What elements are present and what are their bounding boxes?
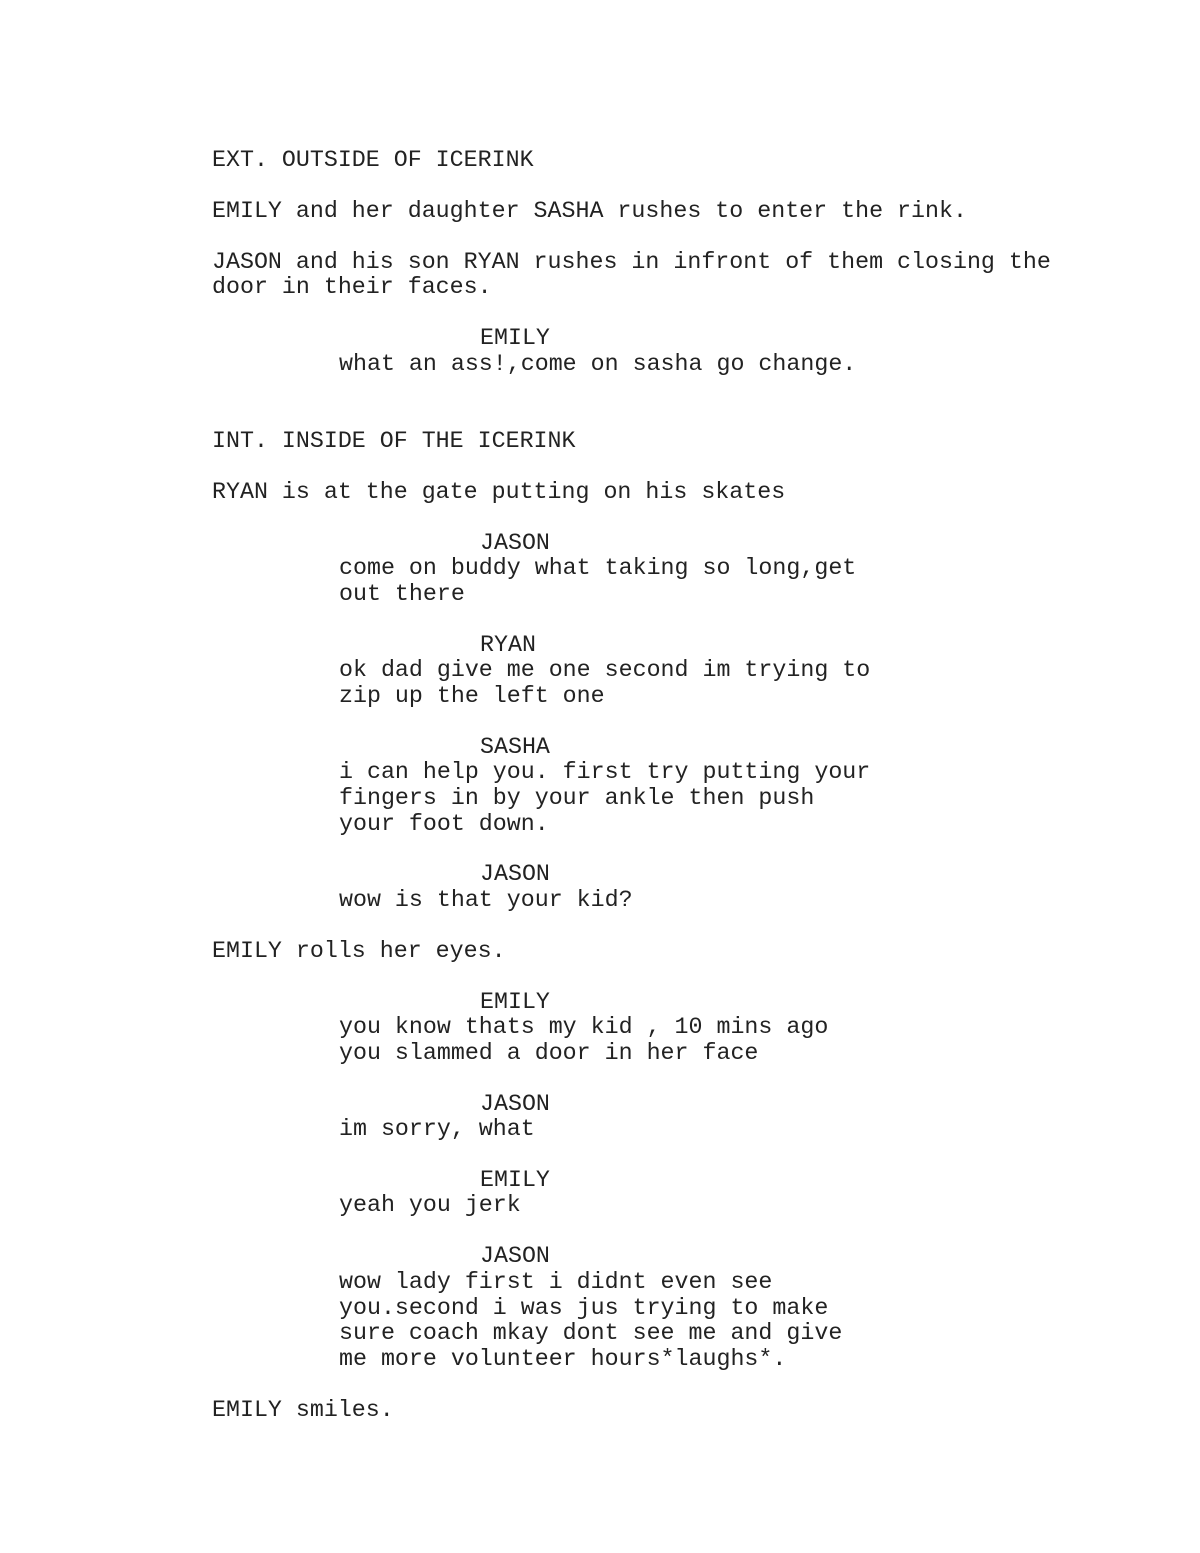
action-line: JASON and his son RYAN rushes in infront of them closing the	[212, 249, 1051, 275]
action-line: EMILY rolls her eyes.	[212, 938, 506, 964]
dialogue-line: yeah you jerk	[339, 1192, 521, 1218]
action-line: RYAN is at the gate putting on his skates	[212, 479, 786, 505]
action-line: door in their faces.	[212, 274, 492, 300]
dialogue-line: fingers in by your ankle then push	[339, 785, 815, 811]
character-name: JASON	[480, 1243, 550, 1269]
dialogue-line: wow is that your kid?	[339, 887, 633, 913]
character-name: JASON	[480, 530, 550, 556]
dialogue-line: you slammed a door in her face	[339, 1040, 759, 1066]
dialogue-line: your foot down.	[339, 811, 549, 837]
dialogue-line: sure coach mkay dont see me and give	[339, 1320, 843, 1346]
action-line: EMILY and her daughter SASHA rushes to enter the rink.	[212, 198, 967, 224]
character-name: SASHA	[480, 734, 550, 760]
dialogue-line: zip up the left one	[339, 683, 605, 709]
character-name: EMILY	[480, 989, 550, 1015]
dialogue-line: what an ass!,come on sasha go change.	[339, 351, 857, 377]
scene-heading: INT. INSIDE OF THE ICERINK	[212, 428, 576, 454]
dialogue-line: wow lady first i didnt even see	[339, 1269, 773, 1295]
scene-heading: EXT. OUTSIDE OF ICERINK	[212, 147, 534, 173]
dialogue-line: come on buddy what taking so long,get	[339, 555, 857, 581]
character-name: EMILY	[480, 325, 550, 351]
character-name: EMILY	[480, 1167, 550, 1193]
dialogue-line: out there	[339, 581, 465, 607]
character-name: JASON	[480, 861, 550, 887]
dialogue-line: i can help you. first try putting your	[339, 759, 871, 785]
action-line: EMILY smiles.	[212, 1397, 394, 1423]
dialogue-line: im sorry, what	[339, 1116, 535, 1142]
dialogue-line: you know thats my kid , 10 mins ago	[339, 1014, 829, 1040]
character-name: RYAN	[480, 632, 536, 658]
dialogue-line: ok dad give me one second im trying to	[339, 657, 871, 683]
dialogue-line: you.second i was jus trying to make	[339, 1295, 829, 1321]
character-name: JASON	[480, 1091, 550, 1117]
dialogue-line: me more volunteer hours*laughs*.	[339, 1346, 787, 1372]
